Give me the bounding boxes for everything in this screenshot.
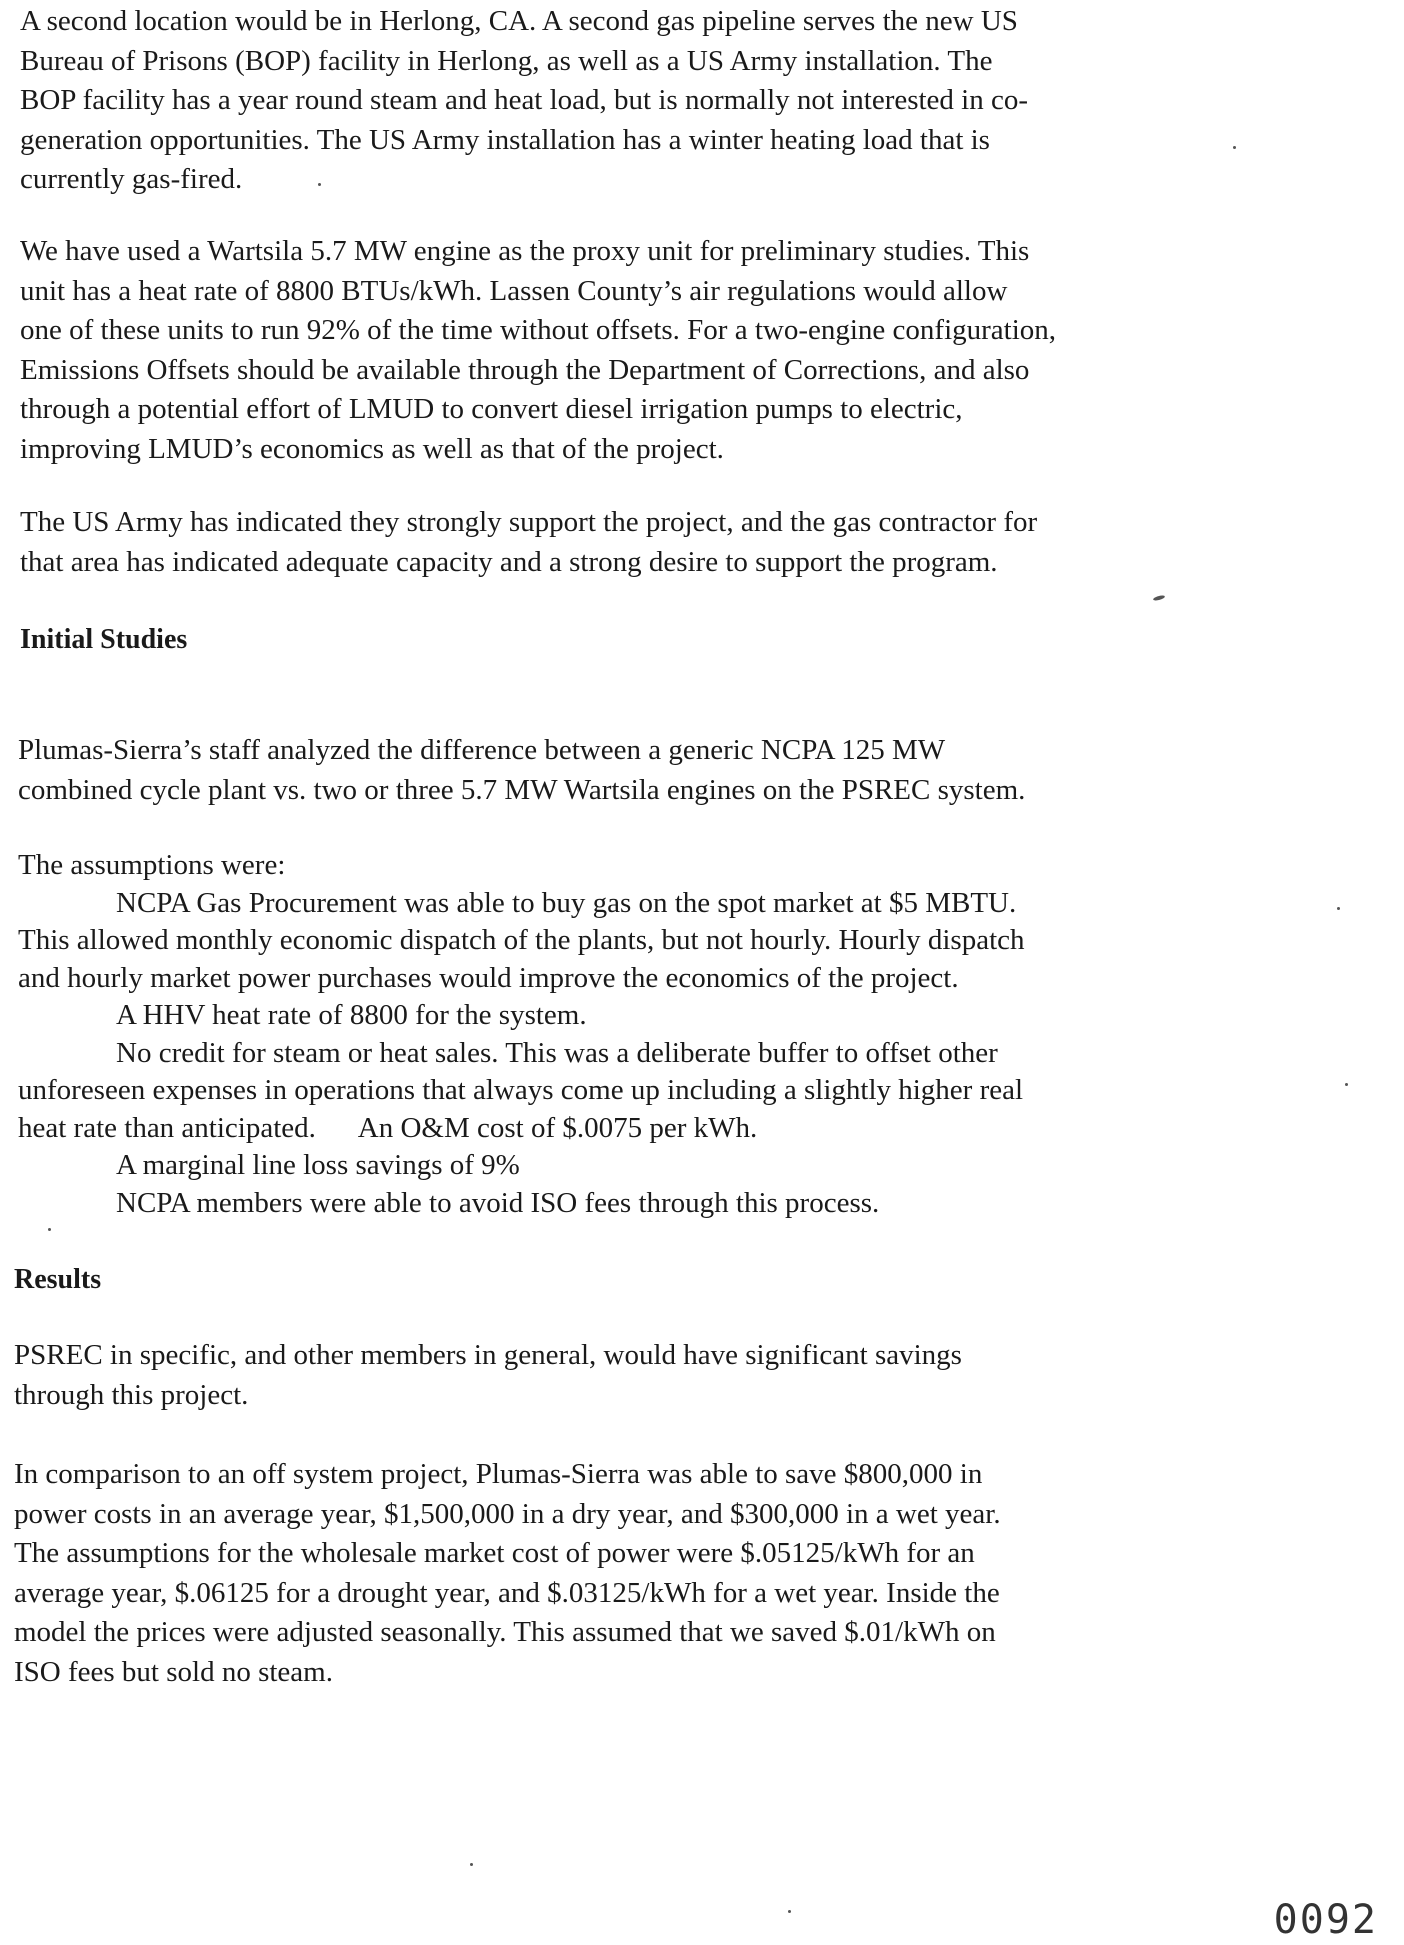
text-line: The US Army has indicated they strongly support the project, and the gas contractor for <box>20 506 1038 538</box>
text-line: Bureau of Prisons (BOP) facility in Herlong, as well as a US Army installation. The <box>20 44 993 77</box>
assumption-line: and hourly market power purchases would improve the economics of the project. <box>18 961 959 994</box>
text-line: The assumptions for the wholesale market cost of power were $.05125/kWh for an <box>14 1537 975 1569</box>
assumption-line: NCPA Gas Procurement was able to buy gas on the spot market at $5 MBTU. <box>116 886 1017 919</box>
text-line: improving LMUD’s economics as well as that of the project. <box>20 432 724 465</box>
assumptions-intro: The assumptions were: <box>18 849 286 881</box>
text-line: through a potential effort of LMUD to convert diesel irrigation pumps to electric, <box>20 393 963 425</box>
assumption-line: NCPA members were able to avoid ISO fees through this process. <box>116 1186 880 1219</box>
text-line: Emissions Offsets should be available through the Department of Corrections, and also <box>20 353 1030 386</box>
assumption-line: No credit for steam or heat sales. This was a deliberate buffer to offset other <box>116 1036 998 1069</box>
assumption-line: unforeseen expenses in operations that always come up including a slightly higher real <box>18 1074 1024 1106</box>
text-line: BOP facility has a year round steam and heat load, but is normally not interested in co- <box>20 84 1029 116</box>
paragraph-comparison-savings <box>14 1455 1001 1692</box>
paragraph-staff-analysis <box>18 731 1025 810</box>
paragraph-wartsila-engine <box>20 232 1056 469</box>
text-line: average year, $.06125 for a drought year, and $.03125/kWh for a wet year. Inside the <box>14 1576 1000 1609</box>
scan-speck <box>788 1910 791 1913</box>
section-heading-initial-studies: Initial Studies <box>20 624 188 655</box>
scan-speck <box>318 183 321 186</box>
text-line: that area has indicated adequate capacity and a strong desire to support the program. <box>20 545 998 578</box>
section-heading-results: Results <box>14 1264 102 1295</box>
assumption-line: This allowed monthly economic dispatch of the plants, but not hourly. Hourly dispatch <box>18 924 1025 956</box>
scan-speck <box>48 1228 51 1231</box>
scan-speck <box>470 1863 473 1866</box>
text-line: PSREC in specific, and other members in general, would have significant savings <box>14 1339 962 1371</box>
page-number-stamp: 0092 <box>1273 1897 1378 1943</box>
text-line: unit has a heat rate of 8800 BTUs/kWh. Lassen County’s air regulations would allow <box>20 274 1008 307</box>
assumption-line: A marginal line loss savings of 9% <box>116 1149 520 1181</box>
text-line: We have used a Wartsila 5.7 MW engine as the proxy unit for preliminary studies. This <box>20 235 1030 267</box>
assumption-line: heat rate than anticipated. An O&M cost of $.0075 per kWh. <box>18 1111 758 1144</box>
text-line: Plumas-Sierra’s staff analyzed the difference between a generic NCPA 125 MW <box>18 734 946 766</box>
text-line: through this project. <box>14 1378 249 1411</box>
text-line: ISO fees but sold no steam. <box>14 1655 333 1688</box>
scan-speck <box>1337 907 1340 910</box>
paragraph-herlong-location <box>20 2 1028 200</box>
text-line: model the prices were adjusted seasonally. This assumed that we saved $.01/kWh on <box>14 1616 996 1648</box>
paragraph-assumptions <box>18 847 1025 1222</box>
text-line: one of these units to run 92% of the time without offsets. For a two-engine configuration, <box>20 314 1057 346</box>
text-line: A second location would be in Herlong, CA. A second gas pipeline serves the new US <box>20 5 1018 37</box>
text-line: power costs in an average year, $1,500,000 in a dry year, and $300,000 in a wet year. <box>14 1497 1001 1530</box>
text-line: combined cycle plant vs. two or three 5.7 MW Wartsila engines on the PSREC system. <box>18 773 1026 806</box>
paragraph-significant-savings <box>14 1336 962 1415</box>
scan-speck <box>1233 146 1236 149</box>
text-line: currently gas-fired. <box>20 163 243 195</box>
text-line: generation opportunities. The US Army installation has a winter heating load that is <box>20 123 990 156</box>
assumption-line: A HHV heat rate of 8800 for the system. <box>116 999 587 1031</box>
scan-speck <box>1153 595 1166 602</box>
paragraph-us-army-support <box>20 503 1037 582</box>
scan-speck <box>1345 1083 1348 1086</box>
text-line: In comparison to an off system project, Plumas-Sierra was able to save $800,000 in <box>14 1458 983 1490</box>
